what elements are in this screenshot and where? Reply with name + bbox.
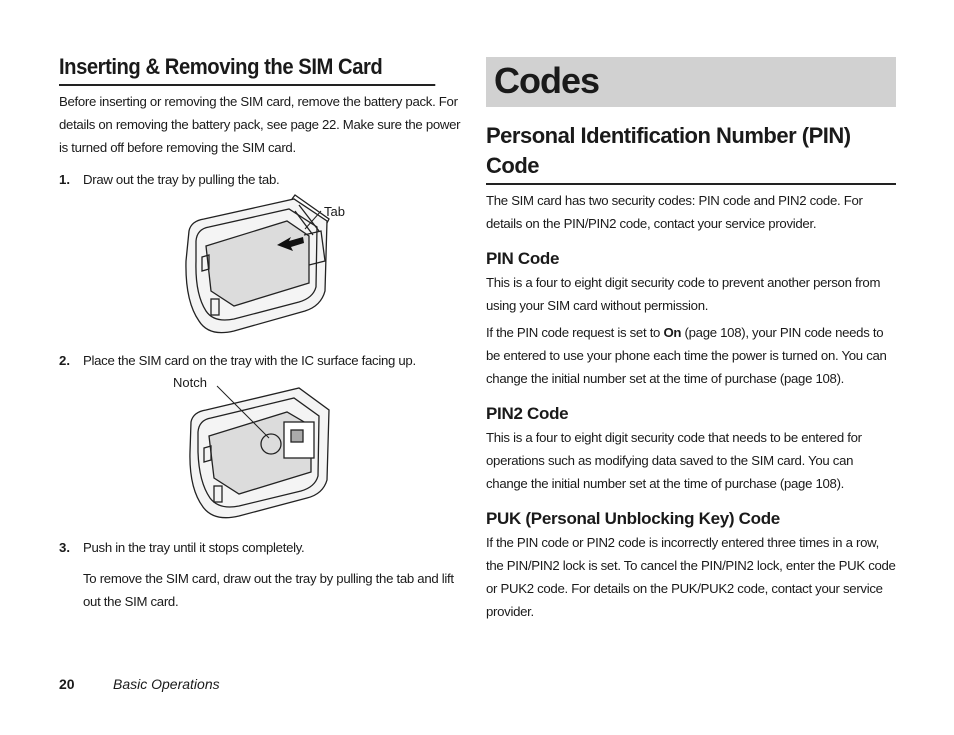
step-1 bbox=[59, 168, 468, 191]
step-number: 1. bbox=[59, 172, 70, 187]
right-column bbox=[486, 57, 896, 623]
step-2 bbox=[59, 349, 468, 372]
tab-label: Tab bbox=[324, 204, 345, 219]
footer-section: Basic Operations bbox=[113, 676, 220, 692]
pin-code-title: PIN Code bbox=[486, 249, 560, 268]
pin2-code-title: PIN2 Code bbox=[486, 404, 569, 423]
pin-section-heading: Personal Identification Number (PIN) Code bbox=[486, 121, 896, 185]
step-3-note: To remove the SIM card, draw out the tray by pulling the tab and lift out the SIM card. bbox=[83, 571, 454, 609]
puk-code-p1: If the PIN code or PIN2 code is incorrectly entered three times in a row, the PIN/PIN2 lock is set. To cancel the PIN/PIN2 lock, enter the PUK code or PUK2 code. For details on the PUK/PUK2 code, contact your service provider. bbox=[486, 535, 896, 619]
sim-intro: Before inserting or removing the SIM card, remove the battery pack. For details on removing the battery pack, see page 22. Make sure the power is turned off before removing the SIM card. bbox=[59, 94, 461, 155]
sim-card-illustration bbox=[59, 372, 468, 532]
pin2-code-p1: This is a four to eight digit security code that needs to be entered for operations such as modifying data saved to the SIM card. You can change the initial number set at the time of purchase (page 108). bbox=[486, 430, 862, 491]
pin-p2-after: (page 108), your PIN code needs to be entered to use your phone each time the power is turned on. You can change the initial number set at the time of purchase (page 108). bbox=[486, 325, 887, 386]
step-3 bbox=[59, 536, 468, 559]
step-text: Draw out the tray by pulling the tab. bbox=[83, 172, 280, 187]
left-column bbox=[59, 52, 468, 613]
phone-tray-illustration bbox=[59, 191, 468, 349]
codes-intro: The SIM card has two security codes: PIN code and PIN2 code. For details on the PIN/PIN2 code, contact your service provider. bbox=[486, 193, 863, 231]
step-text: Push in the tray until it stops completely. bbox=[83, 540, 305, 555]
step-number: 2. bbox=[59, 353, 70, 368]
step-text: Place the SIM card on the tray with the IC surface facing up. bbox=[83, 353, 416, 368]
pin-code-p2 bbox=[486, 321, 896, 390]
figure-tray-out bbox=[59, 191, 468, 349]
pin-code-p1: This is a four to eight digit security code to prevent another person from using your SIM card without permission. bbox=[486, 275, 881, 313]
codes-title: Codes bbox=[494, 60, 600, 101]
puk-code-title: PUK (Personal Unblocking Key) Code bbox=[486, 509, 780, 528]
codes-banner bbox=[486, 57, 896, 107]
step-number: 3. bbox=[59, 540, 70, 555]
figure-sim-placed bbox=[59, 372, 468, 532]
page-footer bbox=[59, 676, 220, 692]
sim-card-heading: Inserting & Removing the SIM Card bbox=[59, 52, 435, 86]
notch-label: Notch bbox=[173, 375, 207, 390]
pin-p2-on: On bbox=[663, 325, 682, 340]
page-number: 20 bbox=[59, 676, 75, 692]
pin-p2-before: If the PIN code request is set to bbox=[486, 325, 664, 340]
